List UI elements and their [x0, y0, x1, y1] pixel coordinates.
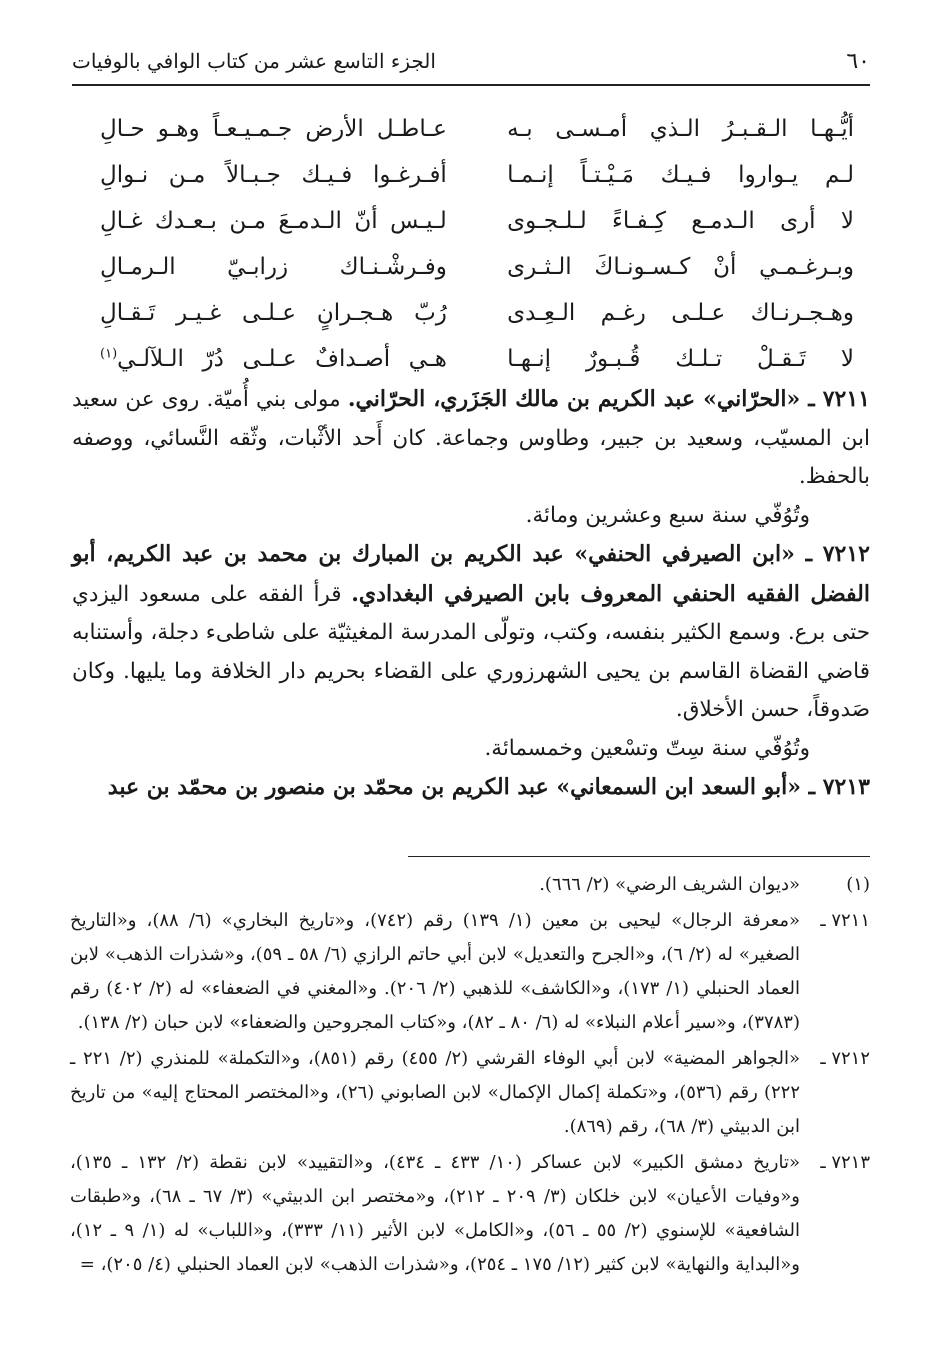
verse-row [100, 152, 854, 198]
verse-first-hemistich: أيُّـهـا الـقـبـرُ الـذي أمـسـى بـه [507, 116, 854, 142]
entry-7212 [72, 535, 870, 730]
footnote-number: ٧٢١١ ـ [820, 910, 870, 931]
footnote [70, 1042, 870, 1144]
verse-second-hemistich: لـيـس أنّ الـدمـعَ مـن بـعـدك غـالِ [100, 208, 447, 234]
entry-heading: ٧٢١٣ ـ «أبو السعد ابن السمعاني» عبد الكريم بن محمّد بن منصور بن محمّد بن عبد [107, 774, 870, 800]
verse-first-hemistich: لا تَـقـلْ تـلـك قُـبـورٌ إنـهـا [507, 346, 854, 372]
verse-second-hemistich: أفـرغـوا فـيـك جـبـالاً مـن نـوالِ [100, 162, 447, 188]
entry-text: قرأ الفقه على مسعود اليزدي حتى برع. وسمع الكثير بنفسه، وكتب، وتولّى المدرسة المغيثيّة على شاطىء دجلة، وأستنابه قاضي القضاة القاسم بن يحيى الشهرزوري على القضاء بحريم دار الخلافة وما يليها. وكان صَدوقاً، حسن الأخلاق. [72, 581, 870, 722]
footnote-text: «تاريخ دمشق الكبير» لابن عساكر (١٠/ ٤٣٣ ـ ٤٣٤)، و«التقييد» لابن نقطة (٢/ ١٣٢ ـ ١٣٥)، و«وفيات الأعيان» لابن خلكان (٣/ ٢٠٩ ـ ٢١٢)، و«مختصر ابن الدبيثي» (٣/ ٦٧ ـ ٦٨)، و«طبقات الشافعية» للإسنوي (٢/ ٥٥ ـ ٥٦)، و«الكامل» لابن الأثير (١١/ ٣٣٣)، و«اللباب» له (١/ ٩ ـ ١٢)، و«البداية والنهاية» لابن كثير (١٢/ ١٧٥ ـ ٢٥٤)، و«شذرات الذهب» لابن العماد الحنبلي (٤/ ٢٠٥)، = [70, 1152, 800, 1275]
verse-row [100, 290, 854, 336]
footnote-divider [408, 856, 870, 857]
verse-second-hemistich: رُبّ هـجـرانٍ عـلـى غـيـر تَـقـالِ [100, 300, 447, 326]
main-text [72, 380, 870, 808]
verse-second-hemistich [100, 346, 447, 372]
entry-heading: ٧٢١١ ـ «الحرّاني» عبد الكريم بن مالك الجَزَري، الحرّاني. [347, 386, 870, 412]
poem [100, 106, 854, 382]
footnote-text: «ديوان الشريف الرضي» (٢/ ٦٦٦). [539, 874, 800, 895]
verse-first-hemistich: وهـجـرنـاك عـلـى رغـم الـعِـدى [507, 300, 854, 326]
footnote-marker[interactable]: (١) [100, 346, 118, 362]
verse-second-hemistich: وفـرشْـنـاك زرابـيّ الـرمـالِ [100, 254, 447, 280]
verse-first-hemistich: لا أرى الـدمـع كِـفـاءً لـلـجـوى [507, 208, 854, 234]
entry-7211 [72, 380, 870, 497]
verse-first-hemistich: لـم يـواروا فـيـك مَـيْـتـاً إنـمـا [507, 162, 854, 188]
verse-second-hemistich: عـاطـل الأرض جـمـيـعـاً وهـو حـالِ [100, 116, 447, 142]
footnote-text: «معرفة الرجال» ليحيى بن معين (١/ ١٣٩) رقم (٧٤٢)، و«تاريخ البخاري» (٦/ ٨٨)، و«التاريخ الصغير» له (٢/ ٦)، و«الجرح والتعديل» لابن أبي حاتم الرازي (٦/ ٥٨ ـ ٥٩)، و«شذرات الذهب» لابن العماد الحنبلي (١/ ١٧٣)، و«الكاشف» للذهبي (٢/ ٢٠٦). و«المغني في الضعفاء» له (٢/ ٤٠٢) رقم (٣٧٨٣)، و«سير أعلام النبلاء» له (٦/ ٨٠ ـ ٨٢)، و«كتاب المجروحين والضعفاء» لابن حبان (٢/ ١٣٨). [70, 910, 801, 1033]
footnote [70, 868, 870, 902]
entry-death-note: وتُوُفّي سنة سِتّ وتسْعين وخمسمائة. [484, 735, 810, 761]
entry-7213 [72, 768, 870, 808]
footnotes [70, 868, 870, 1284]
footnote-number: (١) [846, 874, 870, 895]
running-title: الجزء التاسع عشر من كتاب الوافي بالوفيات [72, 49, 436, 73]
running-header [72, 38, 870, 86]
footnote-number: ٧٢١٣ ـ [820, 1152, 870, 1173]
footnote-number: ٧٢١٢ ـ [820, 1048, 870, 1069]
entry-heading: ٧٢١٢ ـ «ابن الصيرفي الحنفي» عبد الكريم بن المبارك بن محمد بن عبد الكريم، أبو الفضل الفقيه الحنفي المعروف بابن الصيرفي البغدادي. [72, 541, 871, 607]
verse-row [100, 198, 854, 244]
verse-first-hemistich: وبـرغـمـي أنْ كـسـونـاكَ الـثـرى [507, 254, 854, 280]
verse-row [100, 336, 854, 382]
verse-row [100, 106, 854, 152]
entry-death-note: وتُوُفّي سنة سبع وعشرين ومائة. [525, 502, 810, 528]
footnote-text: «الجواهر المضية» لابن أبي الوفاء القرشي (٢/ ٤٥٥) رقم (٨٥١)، و«التكملة» للمنذري (٢/ ٢٢١ ـ ٢٢٢) رقم (٥٣٦)، و«تكملة إكمال الإكمال» لابن الصابوني (٢٦)، و«المختصر المحتاج إليه» من تاريخ ابن الدبيثي (٣/ ٦٨)، رقم (٨٦٩). [70, 1048, 801, 1137]
footnote [70, 1146, 870, 1282]
page-number: ٦٠ [846, 48, 870, 74]
footnote [70, 904, 870, 1040]
entry-text: مولى بني أُميّة. روى عن سعيد ابن المسيّب، وسعيد بن جبير، وطاوس وجماعة. كان أَحد الأثْبات، وثّقه النَّسائي، ووصفه بالحفظ. [72, 387, 870, 489]
verse-row [100, 244, 854, 290]
verse-text: هـي أصـدافٌ عـلـى دُرّ الـلآلـي [117, 346, 447, 372]
